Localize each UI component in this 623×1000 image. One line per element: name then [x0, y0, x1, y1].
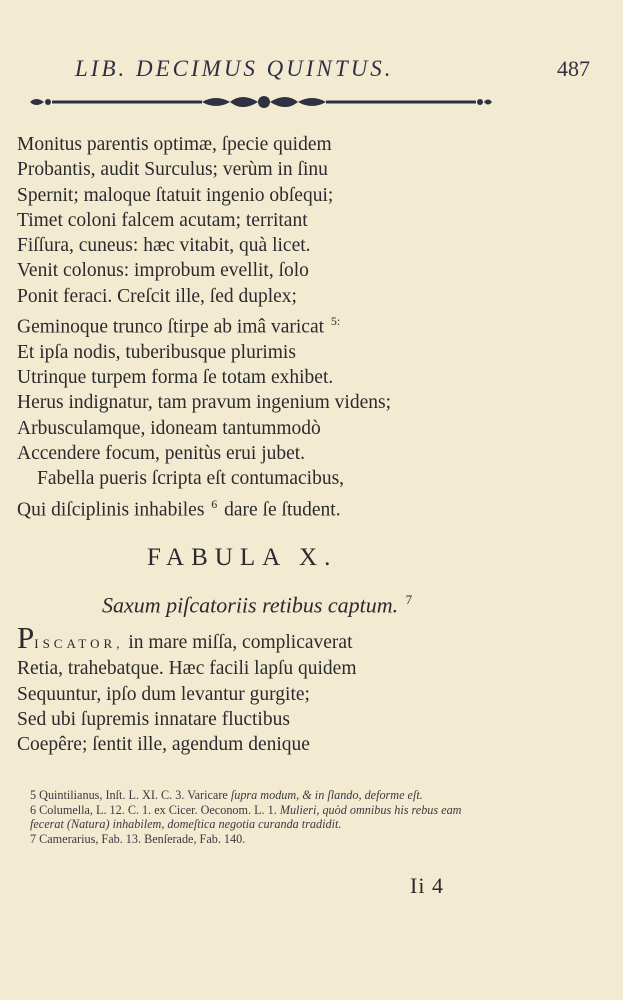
- poem-line: Timet coloni falcem acutam; territant: [17, 209, 308, 231]
- poem-line: Et ipſa nodis, tuberibusque plurimis: [17, 341, 296, 363]
- poem-line: Accendere focum, penitùs erui jubet.: [17, 443, 306, 465]
- footnote-marker: 5:: [330, 314, 341, 329]
- fable-line: Coepêre; ſentit ille, agendum denique: [17, 734, 310, 756]
- poem-line: Monitus parentis optimæ, ſpecie quidem: [17, 134, 332, 155]
- fable-line-text: in mare miſſa, complicaverat: [128, 632, 353, 653]
- running-title: LIB. DECIMUS QUINTUS.: [75, 56, 394, 81]
- fable-title: FABULA X.: [147, 544, 338, 571]
- poem-line: Herus indignatur, tam pravum ingenium videns;: [17, 392, 391, 414]
- drop-cap: P: [17, 620, 35, 655]
- poem-line-text: Qui diſciplinis inhabiles: [17, 499, 205, 521]
- page-header: [20, 56, 590, 86]
- poem-body: [17, 132, 607, 522]
- poem-line: Arbusculamque, idoneam tantummodò: [17, 417, 321, 439]
- footnotes: [30, 788, 498, 847]
- poem-line: Probantis, audit Surculus; verùm in ſinu: [17, 159, 328, 181]
- poem-line: Fabella pueris ſcripta eſt contumacibus,: [37, 468, 345, 490]
- poem-line: Fiſſura, cuneus: hæc vitabit, quà licet.: [17, 235, 311, 257]
- poem-line: Venit colonus: improbum evellit, ſolo: [17, 260, 309, 282]
- fable-subtitle-text: Saxum piſcatoriis retibus captum.: [102, 592, 399, 618]
- poem-line: Ponit feraci. Creſcit ille, ſed duplex;: [17, 285, 297, 307]
- poem-line-text: dare ſe ſtudent.: [224, 499, 341, 521]
- footnote-text: 6 Columella, L. 12. C. 1. ex Cicer. Oeconom. L. 1.: [30, 803, 277, 817]
- signature-mark: Ii 4: [410, 873, 444, 898]
- fable-body: [17, 620, 607, 757]
- footnote-marker: 7: [405, 592, 413, 607]
- footnote: [30, 788, 498, 802]
- fable-line: Sed ubi ſupremis innatare fluctibus: [17, 708, 290, 730]
- footnote-marker: 6: [211, 496, 218, 511]
- footnote-text: 5 Quintilianus, Inſt. L. XI. C. 3. Varicare: [30, 788, 228, 802]
- fable-subtitle: [102, 592, 414, 618]
- page-number: 487: [557, 56, 590, 81]
- poem-line: Spernit; maloque ſtatuit ingenio obſequi;: [17, 184, 334, 206]
- footnote-text: 7 Camerarius, Fab. 13. Benſerade, Fab. 140.: [30, 832, 246, 846]
- footnote: [30, 832, 498, 846]
- poem-line: Utrinque turpem forma ſe totam exhibet.: [17, 367, 334, 389]
- footnote: [30, 803, 498, 831]
- poem-line: [17, 492, 607, 523]
- poem-line-text: Geminoque trunco ſtirpe ab imâ varicat: [17, 316, 325, 338]
- footnote-quote: Mulieri, quòd omnibus his rebus eam fecerat (Natura) inhabilem, domeſtica negotia curanda tradidit.: [30, 803, 462, 831]
- footnote-quote: ſupra modum, & in ſlando, deforme eſt.: [230, 788, 423, 802]
- fable-line: Sequuntur, ipſo dum levantur gurgite;: [17, 683, 310, 705]
- poem-line: [17, 309, 607, 340]
- ornament-rule: [26, 92, 492, 112]
- fable-line: Retia, trahebatque. Hæc facili lapſu quidem: [17, 658, 357, 680]
- fable-line: [17, 620, 607, 656]
- small-caps-word: ISCATOR,: [34, 636, 124, 651]
